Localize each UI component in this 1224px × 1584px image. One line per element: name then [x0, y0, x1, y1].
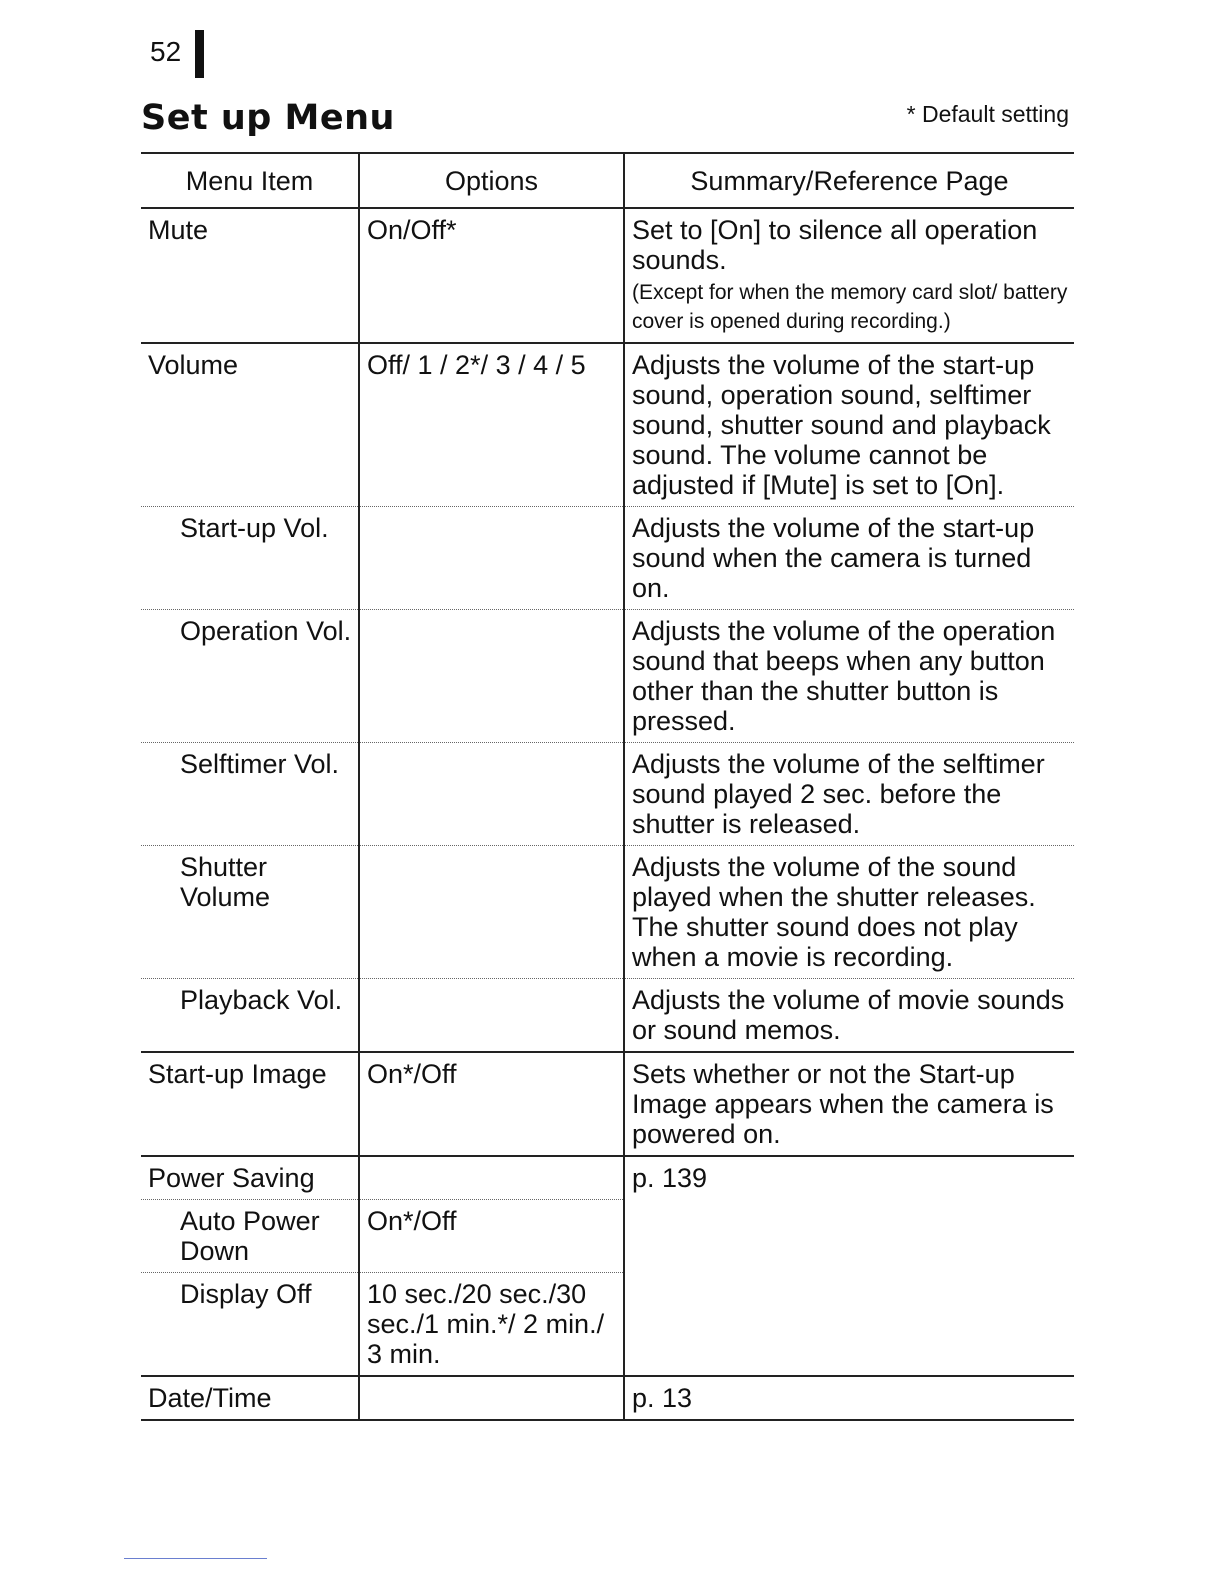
table-row-playback-vol [141, 979, 1074, 1053]
summary-cell: Adjusts the volume of the sound played when the shutter releases. The shutter sound does not play when a movie is recording. [624, 846, 1074, 979]
options-cell: On*/Off [359, 1052, 624, 1156]
summary-cell: Adjusts the volume of the start-up sound, operation sound, selftimer sound, shutter sound and playback sound. The volume cannot be adjusted if [Mute] is set to [On]. [624, 343, 1074, 507]
summary-cell: p. 139 [624, 1156, 1074, 1376]
menu-item-cell: Start-up Image [141, 1052, 359, 1156]
table-row-date-time [141, 1376, 1074, 1420]
footer-rule [124, 1558, 267, 1559]
setup-menu-table [141, 152, 1074, 1421]
options-cell [359, 979, 624, 1053]
table-row-operation-vol [141, 610, 1074, 743]
table-header-row [141, 153, 1074, 208]
options-cell [359, 610, 624, 743]
menu-item-cell: Display Off [141, 1273, 359, 1377]
summary-cell: Adjusts the volume of movie sounds or sound memos. [624, 979, 1074, 1053]
default-setting-note: * Default setting [906, 101, 1069, 127]
menu-item-cell: Auto Power Down [141, 1200, 359, 1273]
options-cell [359, 743, 624, 846]
summary-cell: p. 13 [624, 1376, 1074, 1420]
options-cell: On/Off* [359, 208, 624, 343]
summary-note: (Except for when the memory card slot/ battery cover is opened during recording.) [632, 281, 1068, 333]
table-row-startup-image [141, 1052, 1074, 1156]
menu-item-cell: Power Saving [141, 1156, 359, 1200]
column-header-options: Options [359, 153, 624, 208]
table-row-mute [141, 208, 1074, 343]
table-row-selftimer-vol [141, 743, 1074, 846]
menu-item-cell: Start-up Vol. [141, 507, 359, 610]
column-header-summary: Summary/Reference Page [624, 153, 1074, 208]
summary-text: Set to [On] to silence all operation sounds. [632, 215, 1038, 275]
menu-item-cell: Volume [141, 343, 359, 507]
options-cell: On*/Off [359, 1200, 624, 1273]
column-header-menu-item: Menu Item [141, 153, 359, 208]
options-cell [359, 1156, 624, 1200]
menu-item-cell: Mute [141, 208, 359, 343]
options-cell: 10 sec./20 sec./30 sec./1 min.*/ 2 min./ 3 min. [359, 1273, 624, 1377]
table-row-volume [141, 343, 1074, 507]
summary-cell: Adjusts the volume of the start-up sound when the camera is turned on. [624, 507, 1074, 610]
table-row-power-saving [141, 1156, 1074, 1200]
menu-item-cell: Operation Vol. [141, 610, 359, 743]
summary-cell [624, 208, 1074, 343]
summary-cell: Adjusts the volume of the selftimer sound played 2 sec. before the shutter is released. [624, 743, 1074, 846]
options-cell: Off/ 1 / 2*/ 3 / 4 / 5 [359, 343, 624, 507]
table-row-startup-vol [141, 507, 1074, 610]
page-title: Set up Menu [141, 98, 395, 138]
options-cell [359, 507, 624, 610]
menu-item-cell: Date/Time [141, 1376, 359, 1420]
options-cell [359, 1376, 624, 1420]
menu-item-cell: Selftimer Vol. [141, 743, 359, 846]
page-number: 52 [150, 36, 182, 67]
page-number-bar [195, 30, 204, 78]
menu-item-cell: Playback Vol. [141, 979, 359, 1053]
summary-cell: Adjusts the volume of the operation sound that beeps when any button other than the shutter button is pressed. [624, 610, 1074, 743]
table-row-shutter-volume [141, 846, 1074, 979]
menu-item-cell: Shutter Volume [141, 846, 359, 979]
summary-cell: Sets whether or not the Start-up Image appears when the camera is powered on. [624, 1052, 1074, 1156]
options-cell [359, 846, 624, 979]
